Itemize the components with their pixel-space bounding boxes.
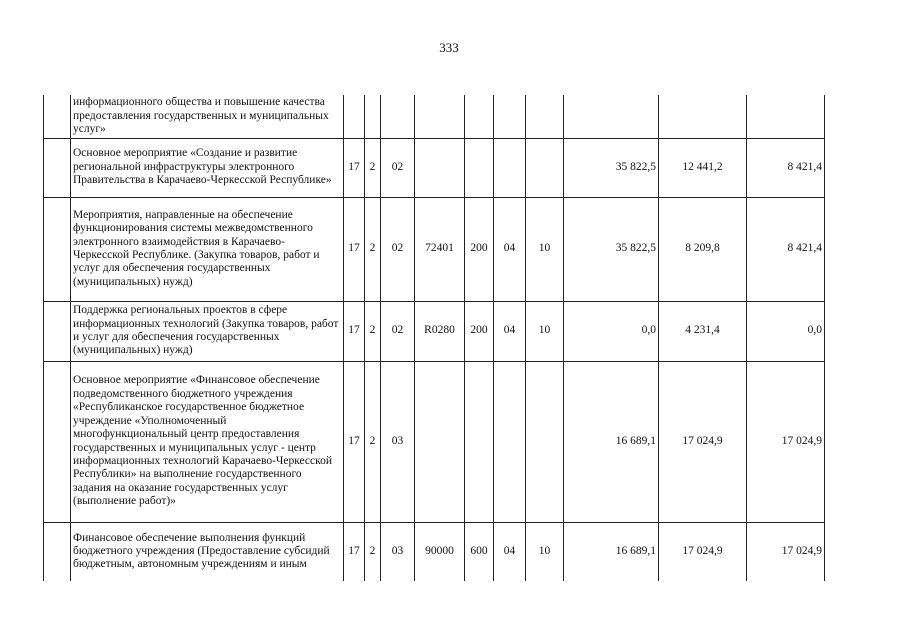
code-cell — [494, 138, 526, 197]
index-cell — [44, 301, 71, 361]
code-cell: 02 — [381, 301, 415, 361]
code-cell: 04 — [494, 522, 526, 581]
code-cell: 03 — [381, 361, 415, 522]
value-cell: 35 822,5 — [564, 197, 659, 301]
page-number: 333 — [439, 40, 459, 55]
code-cell — [494, 361, 526, 522]
index-cell — [44, 522, 71, 581]
code-cell: 10 — [526, 301, 564, 361]
code-cell: 17 — [344, 138, 365, 197]
code-cell: 10 — [526, 522, 564, 581]
description-cell: Поддержка региональных проектов в сфере информационных технологий (Закупка товаров, работ и услуг для обеспечения государственных (муниципальных) нужд) — [71, 301, 344, 361]
value-cell: 17 024,9 — [747, 522, 825, 581]
description-cell: Основное мероприятие «Создание и развитие региональной инфраструктуры электронного Правительства в Карачаево-Черкесской Республике» — [71, 138, 344, 197]
value-cell: 16 689,1 — [564, 361, 659, 522]
code-cell: 600 — [465, 522, 494, 581]
value-cell: 17 024,9 — [659, 361, 747, 522]
value-cell: 0,0 — [564, 301, 659, 361]
index-cell — [44, 95, 71, 138]
code-cell: 200 — [465, 301, 494, 361]
value-cell: 8 209,8 — [659, 197, 747, 301]
code-cell — [494, 95, 526, 138]
table-body — [44, 95, 825, 581]
code-cell — [526, 95, 564, 138]
table-row — [44, 301, 825, 361]
code-cell — [465, 361, 494, 522]
value-cell: 8 421,4 — [747, 138, 825, 197]
index-cell — [44, 138, 71, 197]
value-cell: 12 441,2 — [659, 138, 747, 197]
value-cell — [747, 95, 825, 138]
code-cell: 10 — [526, 197, 564, 301]
code-cell — [465, 95, 494, 138]
description-cell: Финансовое обеспечение выполнения функций бюджетного учреждения (Предоставление субсидий бюджетным, автономным учреждениям и иным — [71, 522, 344, 581]
code-cell — [465, 138, 494, 197]
code-cell: 2 — [365, 138, 381, 197]
code-cell: 2 — [365, 361, 381, 522]
code-cell: 90000 — [415, 522, 465, 581]
table-row — [44, 197, 825, 301]
code-cell: 2 — [365, 197, 381, 301]
code-cell: 17 — [344, 522, 365, 581]
description-cell: Основное мероприятие «Финансовое обеспечение подведомственного бюджетного учреждения «Республиканское государственное бюджетное учреждение «Уполномоченный многофункциональный центр предоставления государственных и муниципальных услуг - центр информационных технологий Карачаево-Черкесской Республики» на выполнение государственного задания на оказание государственных услуг (выполнение работ)» — [71, 361, 344, 522]
code-cell: 04 — [494, 301, 526, 361]
code-cell: 04 — [494, 197, 526, 301]
description-cell: Мероприятия, направленные на обеспечение функционирования системы межведомственного электронного взаимодействия в Карачаево-Черкесской Республике. (Закупка товаров, работ и услуг для обеспечения государственных (муниципальных) нужд) — [71, 197, 344, 301]
code-cell — [365, 95, 381, 138]
code-cell — [415, 138, 465, 197]
value-cell: 17 024,9 — [747, 361, 825, 522]
index-cell — [44, 361, 71, 522]
code-cell — [415, 95, 465, 138]
code-cell — [415, 361, 465, 522]
table-row — [44, 95, 825, 138]
value-cell: 17 024,9 — [659, 522, 747, 581]
code-cell: 03 — [381, 522, 415, 581]
value-cell: 35 822,5 — [564, 138, 659, 197]
code-cell — [381, 95, 415, 138]
code-cell: 72401 — [415, 197, 465, 301]
code-cell: 17 — [344, 301, 365, 361]
code-cell: 2 — [365, 301, 381, 361]
value-cell — [564, 95, 659, 138]
code-cell: 02 — [381, 138, 415, 197]
value-cell: 16 689,1 — [564, 522, 659, 581]
value-cell: 0,0 — [747, 301, 825, 361]
table-row — [44, 138, 825, 197]
code-cell — [526, 138, 564, 197]
value-cell — [659, 95, 747, 138]
budget-table — [43, 95, 825, 581]
table-row — [44, 522, 825, 581]
code-cell: 17 — [344, 361, 365, 522]
description-cell: информационного общества и повышение качества предоставления государственных и муниципальных услуг» — [71, 95, 344, 138]
code-cell: 17 — [344, 197, 365, 301]
value-cell: 4 231,4 — [659, 301, 747, 361]
code-cell: 2 — [365, 522, 381, 581]
code-cell: 200 — [465, 197, 494, 301]
code-cell — [526, 361, 564, 522]
index-cell — [44, 197, 71, 301]
value-cell: 8 421,4 — [747, 197, 825, 301]
table-row — [44, 361, 825, 522]
code-cell: R0280 — [415, 301, 465, 361]
code-cell: 02 — [381, 197, 415, 301]
code-cell — [344, 95, 365, 138]
